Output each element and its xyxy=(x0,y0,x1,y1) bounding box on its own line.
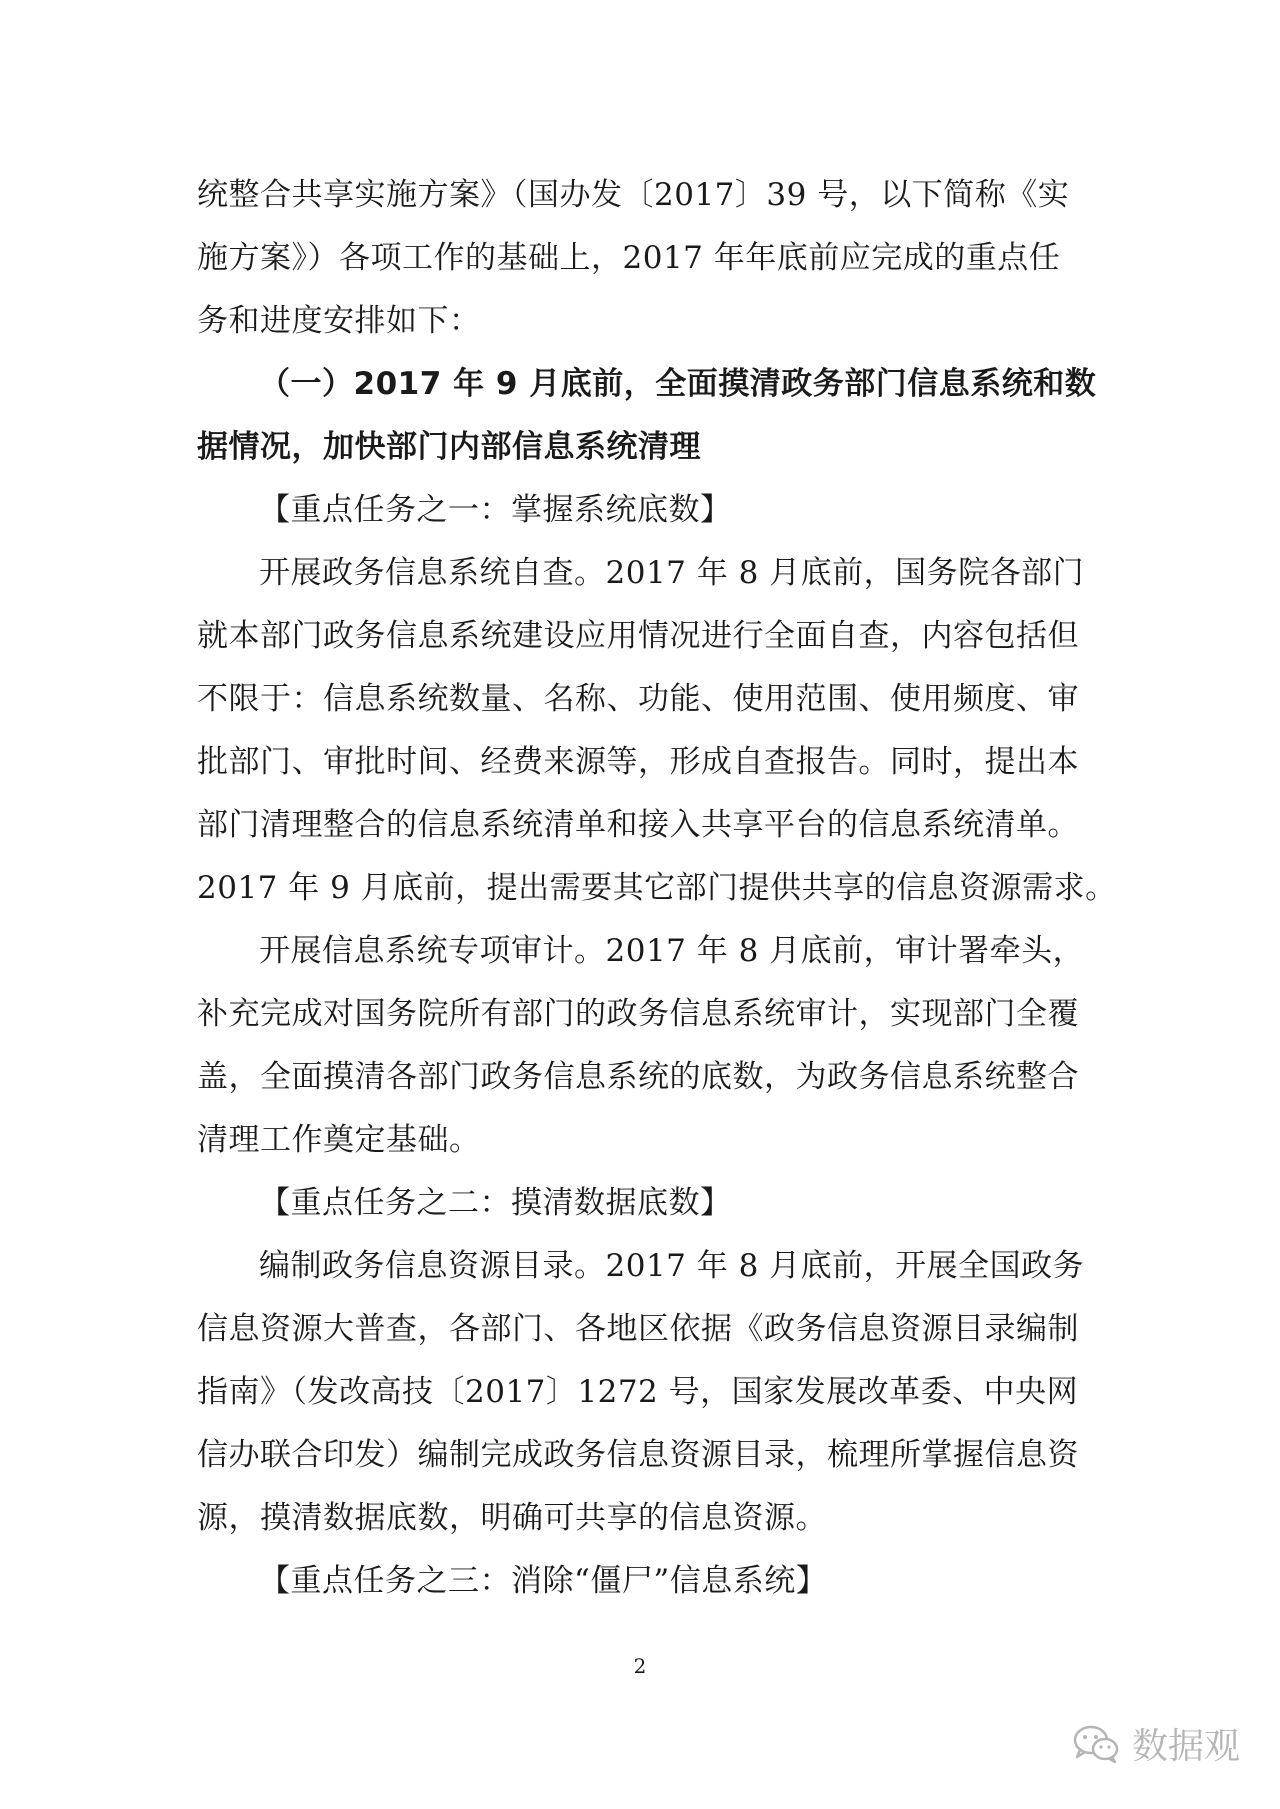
body-line: 2017 年 9 月底前，提出需要其它部门提供共享的信息资源需求。 xyxy=(197,870,1117,906)
task-heading-1: 【重点任务之一：掌握系统底数】 xyxy=(259,492,732,528)
body-line: 施方案》）各项工作的基础上，2017 年年底前应完成的重点任 xyxy=(197,240,1061,276)
body-line: 信息资源大普查，各部门、各地区依据《政务信息资源目录编制 xyxy=(197,1311,1079,1347)
body-line: 统整合共享实施方案》（国办发〔2017〕39 号，以下简称《实 xyxy=(197,177,1070,213)
task-heading-3: 【重点任务之三：消除“僵尸”信息系统】 xyxy=(259,1563,828,1599)
watermark-label: 数据观 xyxy=(1131,1726,1240,1767)
watermark xyxy=(1072,1718,1240,1769)
body-line: 源，摸清数据底数，明确可共享的信息资源。 xyxy=(197,1500,827,1536)
body-line: 开展政务信息系统自查。2017 年 8 月底前，国务院各部门 xyxy=(259,555,1085,591)
body-line: 盖，全面摸清各部门政务信息系统的底数，为政务信息系统整合 xyxy=(197,1059,1079,1095)
document-body xyxy=(197,164,1117,1613)
body-line: 清理工作奠定基础。 xyxy=(197,1122,481,1158)
section-heading: （一）2017 年 9 月底前，全面摸清政务部门信息系统和数 xyxy=(259,366,1097,402)
body-line: 编制政务信息资源目录。2017 年 8 月底前，开展全国政务 xyxy=(259,1248,1085,1284)
body-line: 就本部门政务信息系统建设应用情况进行全面自查，内容包括但 xyxy=(197,618,1079,654)
body-line: 务和进度安排如下： xyxy=(197,303,481,339)
body-line: 批部门、审批时间、经费来源等，形成自查报告。同时，提出本 xyxy=(197,744,1079,780)
body-line: 不限于：信息系统数量、名称、功能、使用范围、使用频度、审 xyxy=(197,681,1079,717)
wechat-icon xyxy=(1072,1724,1120,1764)
section-heading-continued: 据情况，加快部门内部信息系统清理 xyxy=(197,429,701,465)
body-line: 信办联合印发）编制完成政务信息资源目录，梳理所掌握信息资 xyxy=(197,1437,1079,1473)
body-line: 开展信息系统专项审计。2017 年 8 月底前，审计署牵头， xyxy=(259,933,1085,969)
body-line: 指南》（发改高技〔2017〕1272 号，国家发展改革委、中央网 xyxy=(197,1374,1079,1410)
body-line: 部门清理整合的信息系统清单和接入共享平台的信息系统清单。 xyxy=(197,807,1079,843)
task-heading-2: 【重点任务之二：摸清数据底数】 xyxy=(259,1185,732,1221)
page-number: 2 xyxy=(633,1654,647,1678)
body-line: 补充完成对国务院所有部门的政务信息系统审计，实现部门全覆 xyxy=(197,996,1079,1032)
